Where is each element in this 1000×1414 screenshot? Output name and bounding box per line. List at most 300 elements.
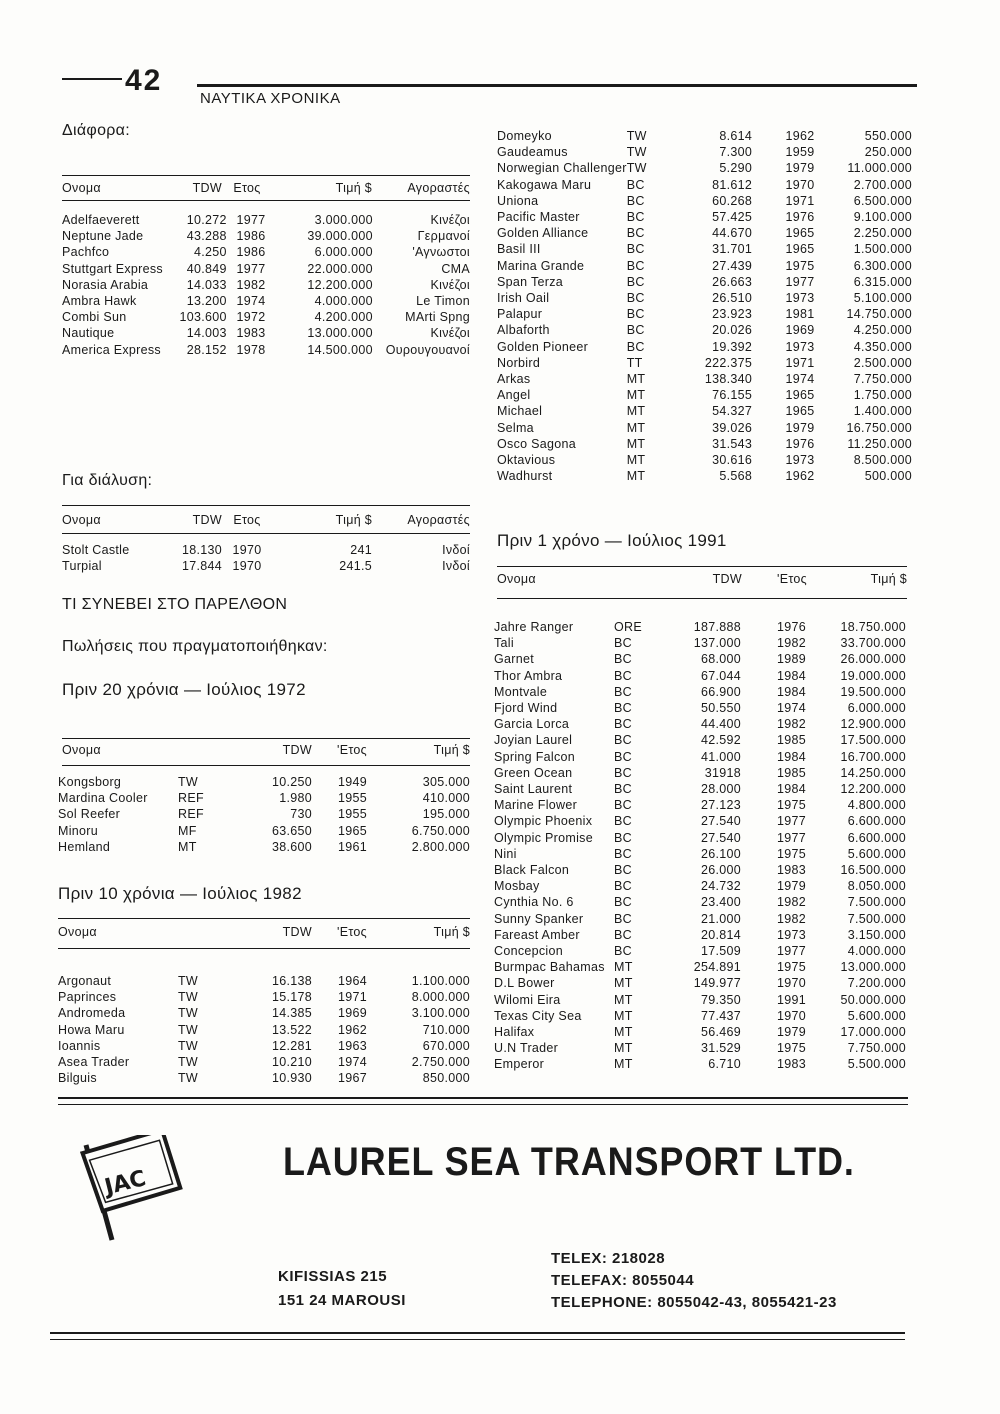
cell-year: 1975 <box>776 798 806 813</box>
cell-type: TW <box>178 775 199 789</box>
cell-tdw: 63.650 <box>271 823 312 838</box>
cell-price: 6.750.000 <box>411 823 470 838</box>
cell-year: 1982 <box>776 911 806 926</box>
y1972-body <box>58 774 470 855</box>
cell-type: MT <box>614 976 633 991</box>
table-row <box>497 160 912 176</box>
cell-type: REF <box>178 791 204 806</box>
cell-price: 8.050.000 <box>847 879 906 894</box>
y1982-title: Πριν 10 χρόνια — Ιούλιος 1982 <box>58 884 302 903</box>
cell-year: 1965 <box>785 404 815 419</box>
cell-tdw: 15.178 <box>271 990 312 1005</box>
y1991-header-row <box>497 571 907 587</box>
cell-tdw: 17.844 <box>181 559 222 574</box>
cell-year: 1955 <box>337 791 367 806</box>
cell-type: BC <box>614 927 632 942</box>
cell-type: MT <box>614 1008 633 1023</box>
cell-price: 4.250.000 <box>853 323 912 338</box>
table-row <box>58 989 470 1005</box>
cell-name: Andromeda <box>58 1006 126 1021</box>
cell-name: Selma <box>497 420 534 435</box>
cell-name: Angel <box>497 388 531 403</box>
y1982-header-row <box>58 924 470 940</box>
table-row <box>494 635 906 651</box>
cell-name: Marina Grande <box>497 258 585 273</box>
jac-logo-text: JAC <box>102 1166 149 1201</box>
table-row <box>62 542 470 558</box>
table-row <box>494 781 906 797</box>
cell-name: Thor Ambra <box>494 668 563 683</box>
cell-tdw: 56.469 <box>700 1025 741 1040</box>
cell-tdw: 40.849 <box>186 261 227 276</box>
cell-year: 1955 <box>337 807 367 822</box>
cell-tdw: 27.540 <box>700 814 741 829</box>
cell-price: 6.315.000 <box>853 274 912 289</box>
table-row <box>497 322 912 338</box>
cell-tdw: 13.522 <box>271 1022 312 1037</box>
cell-type: BC <box>626 258 645 273</box>
col-year-header: Ετος <box>233 513 261 527</box>
cell-price: 19.000.000 <box>840 668 906 683</box>
cell-type: MT <box>614 992 633 1007</box>
cell-year: 1949 <box>337 775 367 789</box>
cell-name: Albaforth <box>497 323 550 338</box>
col-price-header: Τιμή $ <box>335 513 372 527</box>
cell-type: TW <box>178 990 199 1005</box>
table-row <box>62 244 470 260</box>
cell-tdw: 31.543 <box>712 436 753 451</box>
telex: TELEX: 218028 <box>551 1250 666 1267</box>
cell-price: 7.500.000 <box>847 911 906 926</box>
cell-name: Jahre Ranger <box>494 620 574 634</box>
y1972-top-rule <box>62 738 470 739</box>
cell-price: 500.000 <box>864 469 912 484</box>
cell-name: Sol Reefer <box>58 807 121 822</box>
cell-name: Ioannis <box>58 1038 101 1053</box>
bottom-rule-1 <box>50 1332 905 1334</box>
table-row <box>58 1054 470 1070</box>
cell-year: 1986 <box>236 229 266 244</box>
cell-type: BC <box>626 210 645 225</box>
table-row <box>494 992 906 1008</box>
cell-price: 7.500.000 <box>847 895 906 910</box>
diafora-top-rule <box>62 175 470 176</box>
cell-tdw: 60.268 <box>712 193 753 208</box>
dialysi-header-row <box>62 512 470 528</box>
cell-name: Marine Flower <box>494 798 578 813</box>
cell-price: 850.000 <box>422 1071 470 1086</box>
cell-price: 4.000.000 <box>847 944 906 959</box>
cell-year: 1973 <box>785 339 815 354</box>
cell-name: Nini <box>494 846 517 861</box>
table-row <box>494 797 906 813</box>
col-type-header <box>182 742 232 758</box>
cell-type: BC <box>614 652 632 667</box>
cell-name: Mosbay <box>494 879 540 894</box>
cell-price: 14.500.000 <box>307 342 373 357</box>
company-name: LAUREL SEA TRANSPORT LTD. <box>283 1140 855 1184</box>
cell-name: Cynthia No. 6 <box>494 895 574 910</box>
table-row <box>497 387 912 403</box>
col-year-header: 'Ετος <box>337 743 367 757</box>
cell-tdw: 27.123 <box>700 798 741 813</box>
cell-price: 11.000.000 <box>847 161 912 176</box>
col-tdw-header: TDW <box>192 513 222 527</box>
cell-name: Basil III <box>497 242 541 257</box>
cell-tdw: 24.732 <box>700 879 741 894</box>
cell-tdw: 16.138 <box>271 974 312 988</box>
magazine-title: ΝΑΥΤΙΚΑ ΧΡΟΝΙΚΑ <box>200 90 341 107</box>
cell-year: 1970 <box>776 976 806 991</box>
y1982-header-table <box>58 924 470 940</box>
cell-name: Fjord Wind <box>494 701 558 716</box>
cell-price: 5.500.000 <box>847 1057 906 1072</box>
dialysi-title: Για διάλυση: <box>62 472 153 489</box>
cell-name: Michael <box>497 404 543 419</box>
cell-name: Pacific Master <box>497 210 580 225</box>
cell-tdw: 5.568 <box>719 469 753 484</box>
cell-year: 1964 <box>337 974 367 988</box>
cell-price: 13.000.000 <box>840 960 906 975</box>
cell-tdw: 26.663 <box>712 274 753 289</box>
cell-year: 1974 <box>337 1055 367 1070</box>
cell-price: 5.600.000 <box>847 846 906 861</box>
cell-price: 1.400.000 <box>853 404 912 419</box>
col-name-header: Ονομα <box>62 513 101 527</box>
dialysi-header-rule <box>62 533 470 534</box>
cell-name: Olympic Phoenix <box>494 814 593 829</box>
cell-type: MF <box>178 823 197 838</box>
cell-name: U.N Trader <box>494 1041 559 1056</box>
table-row <box>494 878 906 894</box>
col-tdw-header: TDW <box>282 743 312 757</box>
table-row <box>62 277 470 293</box>
cell-tdw: 254.891 <box>693 960 741 975</box>
cell-type: MT <box>626 404 646 419</box>
cell-type: TW <box>626 145 647 160</box>
cell-tdw: 20.026 <box>712 323 753 338</box>
cell-year: 1985 <box>776 733 806 748</box>
cell-tdw: 5.290 <box>719 161 753 176</box>
cell-year: 1981 <box>785 307 815 322</box>
bottom-rule-2 <box>50 1339 905 1340</box>
cell-tdw: 19.392 <box>712 339 753 354</box>
cell-year: 1982 <box>776 895 806 910</box>
y1991-body <box>494 619 906 1073</box>
cell-tdw: 54.327 <box>712 404 753 419</box>
cell-type: TW <box>178 1022 199 1037</box>
cell-year: 1962 <box>337 1022 367 1037</box>
ad-top-rule-2 <box>58 1104 908 1105</box>
cell-buyer: CMA <box>441 261 470 276</box>
cell-tdw: 27.439 <box>712 258 753 273</box>
col-name-header: Ονομα <box>58 925 97 939</box>
cell-price: 14.250.000 <box>840 765 906 780</box>
cell-name: Wilomi Eira <box>494 992 561 1007</box>
cell-type: BC <box>614 798 632 813</box>
cell-type: BC <box>614 765 632 780</box>
cell-tdw: 26.510 <box>712 291 753 306</box>
cell-price: 16.500.000 <box>840 863 906 878</box>
cell-tdw: 13.200 <box>186 294 227 309</box>
cell-name: Uniona <box>497 193 539 208</box>
cell-price: 12.200.000 <box>840 782 906 797</box>
table-row <box>497 177 912 193</box>
y1991-title: Πριν 1 χρόνο — Ιούλιος 1991 <box>497 531 727 550</box>
table-row <box>494 684 906 700</box>
cell-year: 1982 <box>776 636 806 651</box>
cell-year: 1970 <box>232 543 262 557</box>
cell-name: Oktavious <box>497 453 556 468</box>
cell-price: 1.100.000 <box>411 974 470 988</box>
cell-price: 13.000.000 <box>307 326 373 341</box>
table-row <box>494 765 906 781</box>
cell-price: 17.500.000 <box>840 733 906 748</box>
y1982-top-rule <box>58 918 470 919</box>
past-subtitle: Πωλήσεις που πραγματοποιήθηκαν: <box>62 638 328 655</box>
cell-price: 7.200.000 <box>847 976 906 991</box>
cell-type: TW <box>178 1038 199 1053</box>
table-row <box>494 894 906 910</box>
cell-name: Bilguis <box>58 1071 97 1086</box>
cell-name: Argonaut <box>58 974 112 988</box>
table-row <box>494 911 906 927</box>
table-row <box>494 651 906 667</box>
cell-tdw: 14.033 <box>186 277 227 292</box>
past-title: ΤΙ ΣΥΝΕΒΕΙ ΣΤΟ ΠΑΡΕΛΘΟΝ <box>62 596 288 613</box>
cell-name: Minoru <box>58 823 99 838</box>
col-price-header: Τιμή $ <box>870 572 907 586</box>
cell-year: 1979 <box>776 879 806 894</box>
cell-year: 1976 <box>785 436 815 451</box>
cell-price: 670.000 <box>422 1038 470 1053</box>
cell-price: 6.000.000 <box>847 701 906 716</box>
cell-name: Green Ocean <box>494 765 573 780</box>
cell-tdw: 26.000 <box>700 863 741 878</box>
cell-tdw: 149.977 <box>693 976 741 991</box>
cell-buyer: Le Timon <box>416 294 470 309</box>
col-name-header: Ονομα <box>62 743 101 757</box>
cell-tdw: 76.155 <box>712 388 753 403</box>
cell-year: 1970 <box>776 1008 806 1023</box>
cell-tdw: 43.288 <box>186 229 227 244</box>
dialysi-top-rule <box>62 505 470 506</box>
cell-type: TT <box>626 355 643 370</box>
cell-price: 6.600.000 <box>847 814 906 829</box>
cell-year: 1975 <box>776 1041 806 1056</box>
y1972-header-table <box>62 742 470 758</box>
cell-name: Irish Oail <box>497 291 550 306</box>
cell-name: Kakogawa Maru <box>497 177 592 192</box>
cell-name: Tali <box>494 636 514 651</box>
cell-year: 1977 <box>776 944 806 959</box>
cell-name: Garnet <box>494 652 535 667</box>
cell-buyer: Κινέζοι <box>430 326 470 341</box>
col-price-header: Τιμή $ <box>433 743 470 757</box>
cell-tdw: 6.710 <box>708 1057 741 1072</box>
cell-type: BC <box>614 830 632 845</box>
diafora-title: Διάφορα: <box>62 122 130 139</box>
col-name-header: Ονομα <box>62 181 101 195</box>
cell-type: MT <box>614 1041 633 1056</box>
cell-type: BC <box>626 339 645 354</box>
cell-tdw: 50.550 <box>700 701 741 716</box>
table-row <box>494 619 906 635</box>
address-line-2: 151 24 MAROUSI <box>278 1292 406 1309</box>
cell-type: MT <box>626 453 646 468</box>
cell-year: 1977 <box>776 814 806 829</box>
table-row <box>494 813 906 829</box>
cell-type: MT <box>626 469 646 484</box>
cell-type: BC <box>614 879 632 894</box>
col-type-header <box>178 924 228 940</box>
cell-year: 1975 <box>776 960 806 975</box>
cell-name: Norwegian Challenger <box>497 161 627 176</box>
cell-buyer: Κινέζοι <box>430 213 470 227</box>
table-row <box>497 290 912 306</box>
cell-tdw: 4.250 <box>193 245 227 260</box>
cell-year: 1965 <box>785 388 815 403</box>
cell-name: Turpial <box>62 559 102 574</box>
cell-price: 1.750.000 <box>853 388 912 403</box>
cell-price: 12.200.000 <box>307 277 373 292</box>
cell-year: 1972 <box>236 310 266 325</box>
cell-name: Golden Pioneer <box>497 339 589 354</box>
cell-type: BC <box>614 733 632 748</box>
cell-tdw: 30.616 <box>712 453 753 468</box>
cell-type: BC <box>614 911 632 926</box>
cell-price: 4.350.000 <box>853 339 912 354</box>
cell-tdw: 26.100 <box>700 846 741 861</box>
cell-year: 1979 <box>776 1025 806 1040</box>
cell-tdw: 38.600 <box>271 839 312 854</box>
cell-name: Sunny Spanker <box>494 911 584 926</box>
col-price-header: Τιμή $ <box>335 181 372 195</box>
cell-year: 1983 <box>236 326 266 341</box>
cell-tdw: 187.888 <box>693 620 741 634</box>
table-row <box>58 839 470 855</box>
table-row <box>497 420 912 436</box>
cell-year: 1969 <box>337 1006 367 1021</box>
cell-name: Garcia Lorca <box>494 717 570 732</box>
cell-name: Paprinces <box>58 990 117 1005</box>
cell-name: Norasia Arabia <box>62 277 149 292</box>
cell-price: 39.000.000 <box>307 229 373 244</box>
cell-price: 410.000 <box>422 791 470 806</box>
cell-tdw: 14.385 <box>271 1006 312 1021</box>
cell-tdw: 41.000 <box>700 749 741 764</box>
cell-name: Halifax <box>494 1025 535 1040</box>
header-rule-right <box>197 84 917 87</box>
table-row <box>494 716 906 732</box>
cell-type: ORE <box>614 620 642 634</box>
table-row <box>497 452 912 468</box>
cell-tdw: 21.000 <box>700 911 741 926</box>
cell-tdw: 10.210 <box>271 1055 312 1070</box>
cell-year: 1979 <box>785 161 815 176</box>
cell-tdw: 67.044 <box>700 668 741 683</box>
cell-year: 1971 <box>337 990 367 1005</box>
cell-price: 5.100.000 <box>853 291 912 306</box>
table-row <box>494 862 906 878</box>
y1972-title: Πριν 20 χρόνια — Ιούλιος 1972 <box>62 680 306 699</box>
cell-year: 1984 <box>776 782 806 797</box>
y1991-header-table <box>497 571 907 587</box>
cell-tdw: 7.300 <box>719 145 753 160</box>
cell-type: BC <box>626 242 645 257</box>
cell-type: BC <box>614 846 632 861</box>
table-row <box>62 325 470 341</box>
cell-year: 1959 <box>785 145 815 160</box>
cell-type: MT <box>614 1025 633 1040</box>
cell-price: 2.700.000 <box>853 177 912 192</box>
col-buyer-header: Αγοραστές <box>407 181 470 195</box>
cell-price: 3.100.000 <box>411 1006 470 1021</box>
cell-price: 33.700.000 <box>840 636 906 651</box>
cell-price: 241.5 <box>339 559 372 574</box>
cell-price: 7.750.000 <box>847 1041 906 1056</box>
y1991-header-rule <box>497 598 907 599</box>
cell-tdw: 31918 <box>704 765 741 780</box>
cell-tdw: 730 <box>290 807 312 822</box>
cell-type: BC <box>614 814 632 829</box>
cell-name: Gaudeamus <box>497 145 568 160</box>
cell-name: Saint Laurent <box>494 782 573 797</box>
cell-type: BC <box>614 944 632 959</box>
table-row <box>494 1056 906 1072</box>
cell-year: 1982 <box>236 277 266 292</box>
cell-tdw: 14.003 <box>186 326 227 341</box>
cell-name: Olympic Promise <box>494 830 593 845</box>
cell-type: MT <box>614 960 633 975</box>
cell-price: 241 <box>350 543 372 557</box>
dialysi-header-table <box>62 512 470 528</box>
table-row <box>494 830 906 846</box>
table-row <box>497 339 912 355</box>
table-row <box>497 306 912 322</box>
cell-tdw: 8.614 <box>719 129 753 143</box>
table-row <box>58 1005 470 1021</box>
table-row <box>494 732 906 748</box>
cell-price: 4.800.000 <box>847 798 906 813</box>
table-row <box>62 309 470 325</box>
cell-name: Domeyko <box>497 129 552 143</box>
cell-tdw: 20.814 <box>700 927 741 942</box>
table-row <box>58 973 470 989</box>
cell-price: 2.500.000 <box>853 355 912 370</box>
cell-year: 1962 <box>785 469 815 484</box>
cell-year: 1974 <box>785 372 815 387</box>
cell-year: 1977 <box>236 261 266 276</box>
cell-price: 2.750.000 <box>411 1055 470 1070</box>
cell-year: 1989 <box>776 652 806 667</box>
cell-year: 1976 <box>785 210 815 225</box>
cell-type: MT <box>626 420 646 435</box>
cell-type: MT <box>626 388 646 403</box>
cell-type: TW <box>626 161 647 176</box>
cell-type: BC <box>614 895 632 910</box>
cell-year: 1967 <box>337 1071 367 1086</box>
col-tdw-header: TDW <box>282 925 312 939</box>
cell-tdw: 10.250 <box>271 775 312 789</box>
cell-type: BC <box>614 636 632 651</box>
cell-year: 1970 <box>232 559 262 574</box>
table-row <box>497 241 912 257</box>
table-row <box>494 1040 906 1056</box>
cell-tdw: 103.600 <box>179 310 227 325</box>
table-row <box>494 749 906 765</box>
cell-tdw: 39.026 <box>712 420 753 435</box>
